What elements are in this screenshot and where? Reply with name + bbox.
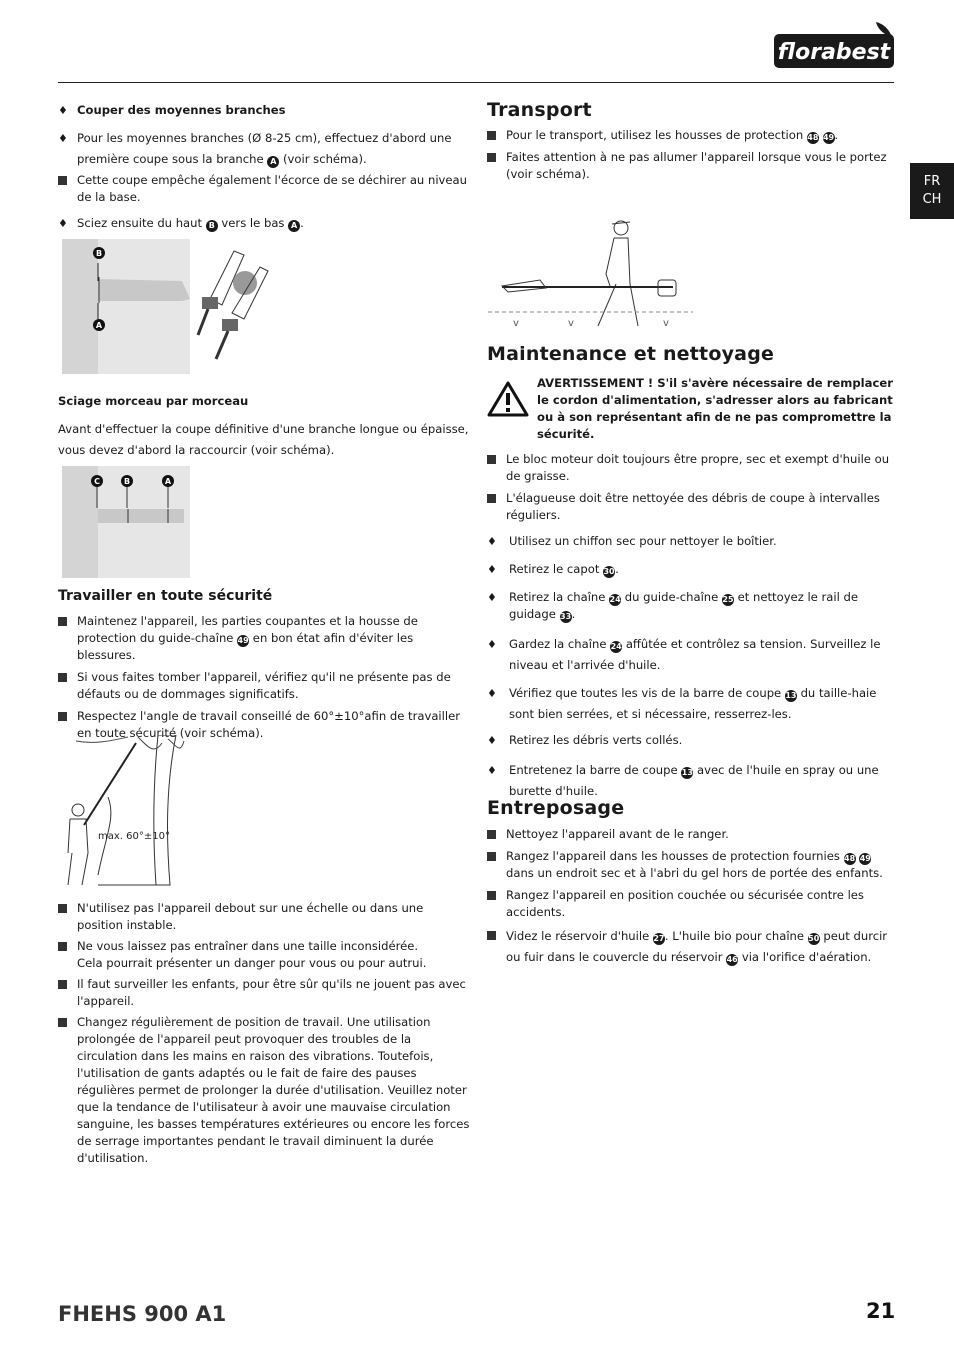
callout-49: 49 xyxy=(859,854,871,863)
square-bullet-icon xyxy=(487,455,496,464)
callout-25: 25 xyxy=(722,595,734,604)
diamond-icon: ♦ xyxy=(58,217,68,230)
square-bullet-icon xyxy=(58,942,67,951)
square-bullet-icon xyxy=(58,712,67,721)
transport-item-2: Faites attention à ne pas allumer l'appareil lorsque vous le portez (voir schéma). xyxy=(487,149,897,183)
heading-maintenance: Maintenance et nettoyage xyxy=(487,343,775,365)
square-bullet-icon xyxy=(58,617,67,626)
subheading-piece-by-piece: Sciage morceau par morceau xyxy=(58,394,249,408)
svg-text:A: A xyxy=(95,321,103,330)
angle-label: max. 60°±10° xyxy=(98,831,170,842)
maint-item-9: ♦ Entretenez la barre de coupe 13 avec de l'huile en spray ou une burette d'huile. xyxy=(487,760,897,802)
callout-a: A xyxy=(267,156,279,168)
callout-24: 24 xyxy=(609,595,621,604)
transport-item-1: Pour le transport, utilisez les housses de protection 48 49. xyxy=(487,127,897,144)
callout-30: 30 xyxy=(603,567,615,576)
square-bullet-icon xyxy=(487,931,496,940)
square-bullet-icon xyxy=(58,1018,67,1027)
callout-13: 13 xyxy=(785,691,797,700)
square-bullet-icon xyxy=(58,176,67,185)
transport-section xyxy=(487,99,897,183)
bullet-medium-branches: ♦ Couper des moyennes branches xyxy=(58,103,286,117)
diamond-icon: ♦ xyxy=(487,535,497,548)
callout-b: B xyxy=(206,220,218,232)
safety-item-5: Ne vous laissez pas entraîner dans une taille inconsidérée. Cela pourrait présenter un danger pour vous ou pour autrui. xyxy=(58,938,470,972)
diamond-icon: ♦ xyxy=(487,687,497,700)
callout-33: 33 xyxy=(560,612,572,621)
diamond-icon: ♦ xyxy=(487,734,497,747)
callout-48: 48 xyxy=(807,133,819,142)
square-bullet-icon xyxy=(58,904,67,913)
warning-text: AVERTISSEMENT ! S'il s'avère nécessaire de remplacer le cordon d'alimentation, s'adresser alors au fabricant ou à son représentant afin de ne pas compromettre la sécurité. xyxy=(537,376,893,441)
safety-section-2 xyxy=(58,900,470,1167)
maint-item-1: Le bloc moteur doit toujours être propre, sec et exempt d'huile ou de graisse. xyxy=(487,451,897,485)
left-column-piece xyxy=(58,393,470,461)
safety-item-2: Si vous faites tomber l'appareil, vérifiez qu'il ne présente pas de défauts ou de dommages significatifs. xyxy=(58,669,470,703)
piece-by-piece-text: Avant d'effectuer la coupe définitive d'une branche longue ou épaisse, vous devez d'abord la raccourcir (voir schéma). xyxy=(58,422,469,457)
store-item-2: Rangez l'appareil dans les housses de protection fournies 48 49 dans un endroit sec et à l'abri du gel hors de portée des enfants. xyxy=(487,848,897,882)
lang-fr: FR xyxy=(923,174,941,189)
square-bullet-icon xyxy=(58,980,67,989)
safety-section xyxy=(58,588,470,742)
diamond-icon: ♦ xyxy=(487,563,497,576)
square-bullet-icon xyxy=(487,852,496,861)
callout-a: A xyxy=(288,220,300,232)
diamond-icon: ♦ xyxy=(58,104,68,117)
svg-text:v: v xyxy=(513,318,519,329)
footer-model: FHEHS 900 A1 xyxy=(58,1302,227,1326)
svg-text:v: v xyxy=(663,318,669,329)
square-bullet-icon xyxy=(487,153,496,162)
safety-item-3: Respectez l'angle de travail conseillé de 60°±10°afin de travailler en toute sécurité (voir schéma). xyxy=(58,708,470,742)
header-rule xyxy=(58,82,894,83)
florabest-logo xyxy=(772,20,896,70)
svg-text:C: C xyxy=(94,477,100,486)
square-bullet-icon xyxy=(487,131,496,140)
heading-storage: Entreposage xyxy=(487,797,625,819)
heading-transport: Transport xyxy=(487,99,592,121)
bullet-first-cut: ♦ Pour les moyennes branches (Ø 8-25 cm), effectuez d'abord une première coupe sous la branche A (voir schéma). xyxy=(58,128,470,170)
callout-49: 49 xyxy=(237,636,249,645)
warning-icon xyxy=(487,381,529,422)
maint-item-3: ♦ Utilisez un chiffon sec pour nettoyer le boîtier. xyxy=(487,534,777,548)
diamond-icon: ♦ xyxy=(487,638,497,651)
maint-item-5: ♦ Retirez la chaîne 24 du guide-chaîne 25 et nettoyez le rail de guidage 33. xyxy=(487,590,858,621)
store-item-3: Rangez l'appareil en position couchée ou sécurisée contre les accidents. xyxy=(487,887,897,921)
figure-transport xyxy=(488,214,693,332)
svg-text:B: B xyxy=(95,249,103,258)
storage-section xyxy=(487,797,897,968)
maint-item-8: ♦ Retirez les débris verts collés. xyxy=(487,733,683,747)
diamond-icon: ♦ xyxy=(487,591,497,604)
diamond-icon: ♦ xyxy=(58,132,68,145)
svg-text:A: A xyxy=(164,477,172,486)
diamond-icon: ♦ xyxy=(487,764,497,777)
left-column xyxy=(58,102,470,232)
maintenance-section xyxy=(487,343,897,802)
callout-13: 13 xyxy=(681,768,693,777)
maint-item-6: ♦ Gardez la chaîne 24 affûtée et contrôlez sa tension. Surveillez le niveau et l'arrivée d'huile. xyxy=(487,634,897,676)
bullet-saw-top-bottom: ♦ Sciez ensuite du haut B vers le bas A . xyxy=(58,216,304,230)
svg-text:B: B xyxy=(123,477,131,486)
callout-49: 49 xyxy=(822,133,835,142)
square-bullet-icon xyxy=(58,673,67,682)
bullet-bark: Cette coupe empêche également l'écorce de se déchirer au niveau de la base. xyxy=(58,172,470,206)
page-number: 21 xyxy=(866,1299,896,1323)
callout-48: 48 xyxy=(844,854,856,863)
safety-item-7: Changez régulièrement de position de travail. Une utilisation prolongée de l'appareil peut provoquer des troubles de la circulation dans les mains en raison des vibrations. Toutefois, l'utilisation de gants adaptés ou le fait de faire des pauses régulières permet de prolonger la durée d'utilisation. Veuillez noter que la tendance de l'utilisateur à avoir une mauvaise circulation sanguine, les basses températures extérieures ou encore les forces de serrage importantes pendant le travail diminuent la durée d'utilisation. xyxy=(58,1014,470,1167)
callout-46: 46 xyxy=(726,955,738,964)
language-tab xyxy=(910,163,954,219)
maint-item-2: L'élagueuse doit être nettoyée des débris de coupe à intervalles réguliers. xyxy=(487,490,897,524)
safety-item-4: N'utilisez pas l'appareil debout sur une échelle ou dans une position instable. xyxy=(58,900,470,934)
square-bullet-icon xyxy=(487,494,496,503)
warning-block xyxy=(487,375,897,443)
safety-item-1: Maintenez l'appareil, les parties coupantes et la housse de protection du guide-chaîne 49 en bon état afin d'éviter les blessures. xyxy=(58,613,470,664)
figure-piece-cut xyxy=(62,466,190,578)
maint-item-7: ♦ Vérifiez que toutes les vis de la barre de coupe 13 du taille-haie sont bien serrées, et si nécessaire, resserrez-les. xyxy=(487,683,897,725)
callout-50: 50 xyxy=(808,934,820,943)
maint-item-4: ♦ Retirez le capot 30. xyxy=(487,562,619,576)
square-bullet-icon xyxy=(487,891,496,900)
store-item-4: Videz le réservoir d'huile 27. L'huile bio pour chaîne 50 peut durcir ou fuir dans le couvercle du réservoir 46 via l'orifice d'aération. xyxy=(487,926,897,968)
callout-27: 27 xyxy=(653,934,665,943)
safety-item-6: Il faut surveiller les enfants, pour être sûr qu'ils ne jouent pas avec l'appareil. xyxy=(58,976,470,1010)
lang-ch: CH xyxy=(922,192,942,207)
svg-text:v: v xyxy=(568,318,574,329)
callout-24: 24 xyxy=(610,642,622,651)
figure-branch-cut xyxy=(62,239,272,374)
logo-text: florabest xyxy=(777,40,891,65)
store-item-1: Nettoyez l'appareil avant de le ranger. xyxy=(487,826,897,843)
figure-working-angle xyxy=(58,735,188,890)
square-bullet-icon xyxy=(487,830,496,839)
heading-safety: Travailler en toute sécurité xyxy=(58,588,273,604)
